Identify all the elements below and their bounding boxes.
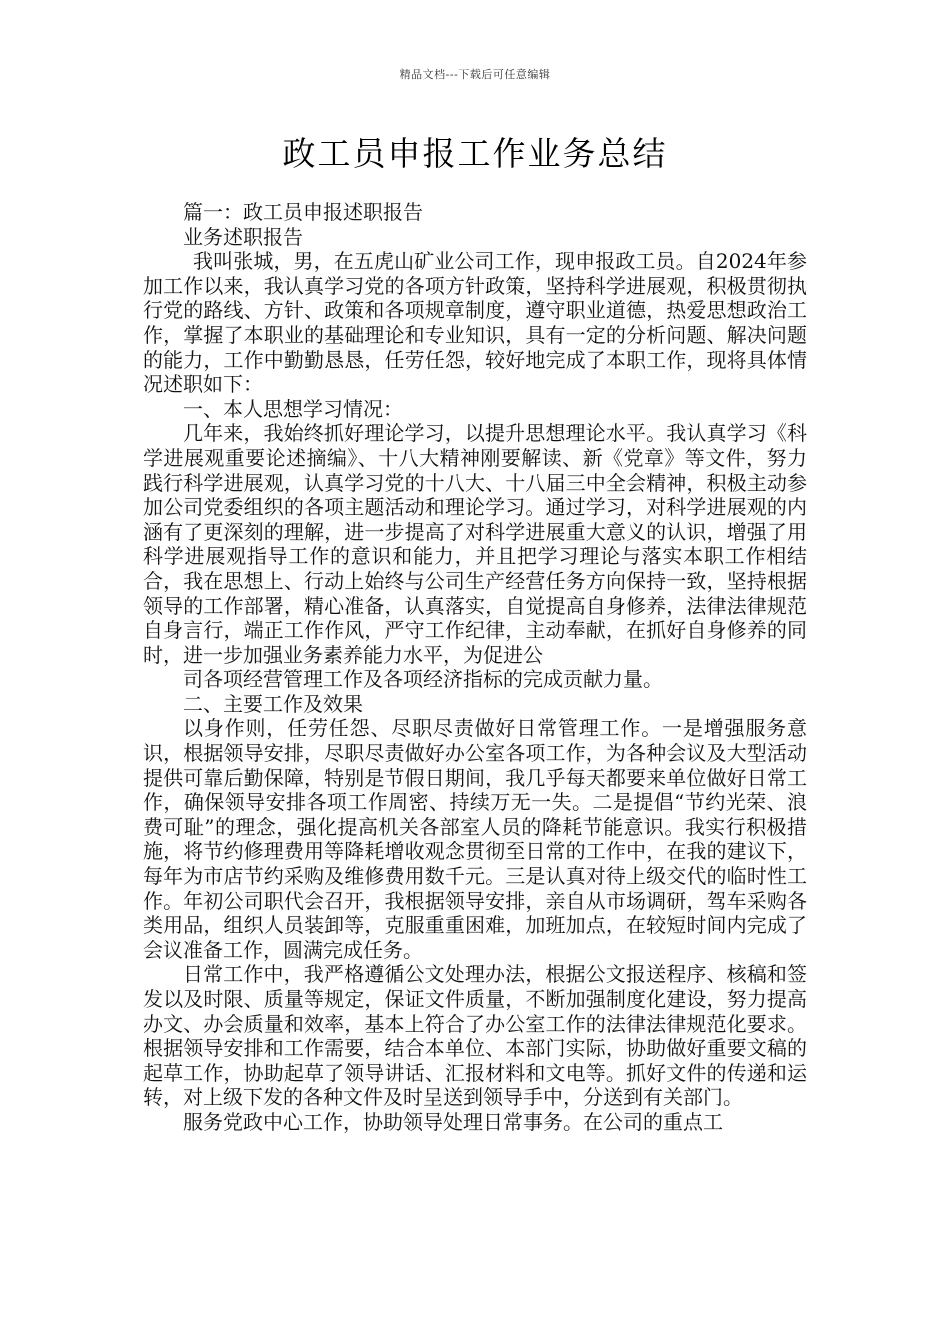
paragraph: 司各项经营管理工作及各项经济指标的完成贡献力量。 xyxy=(183,667,663,692)
paragraph: 日常工作中，我严格遵循公文处理办法，根据公文报送程序、核稿和签发以及时限、质量等规定，保证文件质量，不断加强制度化建设，努力提高办文、办会质量和效率，基本上符合了办公室工作的法律法律规范化要求。根据领导安排和工作需要，结合本单位、本部门实际，协助做好重要文稿的起草工作，协助起草了领导讲话、汇报材料和文电等。抓好文件的传递和运转，对上级下发的各种文件及时呈送到领导手中，分送到有关部门。 xyxy=(143,962,807,1110)
document-body xyxy=(143,200,807,1135)
header-note: 精品文档---下载后可任意编辑 xyxy=(399,68,551,81)
paragraph: 业务述职报告 xyxy=(183,224,303,249)
paragraph: 我叫张城，男，在五虎山矿业公司工作，现申报政工员。自2024年参加工作以来，我认真学习党的各项方针政策，坚持科学进展观，积极贯彻执行党的路线、方针、政策和各项规章制度，遵守职业道德，热爱思想政治工作，掌握了本职业的基础理论和专业知识，具有一定的分析问题、解决问题的能力，工作中勤勤恳恳，任劳任怨，较好地完成了本职工作，现将具体情况述职如下： xyxy=(143,249,807,397)
paragraph: 一、本人思想学习情况： xyxy=(183,396,403,421)
document-title: 政工员申报工作业务总结 xyxy=(282,134,668,173)
paragraph: 几年来，我始终抓好理论学习，以提升思想理论水平。我认真学习《科学进展观重要论述摘编》、十八大精神刚要解读、新《党章》等文件，努力践行科学进展观，认真学习党的十八大、十八届三中全会精神，积极主动参加公司党委组织的各项主题活动和理论学习。通过学习，对科学进展观的内涵有了更深刻的理解，进一步提高了对科学进展重大意义的认识，增强了用科学进展观指导工作的意识和能力，并且把学习理论与落实本职工作相结合，我在思想上、行动上始终与公司生产经营任务方向保持一致，坚持根据领导的工作部署，精心准备，认真落实，自觉提高自身修养，法律法律规范自身言行，端正工作作风，严守工作纪律，主动奉献，在抓好自身修养的同时，进一步加强业务素养能力水平，为促进公 xyxy=(143,421,807,667)
paragraph: 以身作则，任劳任怨、尽职尽责做好日常管理工作。一是增强服务意识，根据领导安排，尽职尽责做好办公室各项工作，为各种会议及大型活动提供可靠后勤保障，特别是节假日期间，我几乎每天都要来单位做好日常工作，确保领导安排各项工作周密、持续万无一失。二是提倡“节约光荣、浪费可耻”的理念，强化提高机关各部室人员的降耗节能意识。我实行积极措施，将节约修理费用等降耗增收观念贯彻至日常的工作中，在我的建议下，每年为市店节约采购及维修费用数千元。三是认真对待上级交代的临时性工作。年初公司职代会召开，我根据领导安排，亲自从市场调研，驾车采购各类用品，组织人员装卸等，克服重重困难，加班加点，在较短时间内完成了会议准备工作，圆满完成任务。 xyxy=(143,716,807,962)
paragraph: 二、主要工作及效果 xyxy=(183,691,363,716)
paragraph: 服务党政中心工作，协助领导处理日常事务。在公司的重点工 xyxy=(183,1109,723,1134)
paragraph: 篇一：政工员申报述职报告 xyxy=(183,200,423,224)
